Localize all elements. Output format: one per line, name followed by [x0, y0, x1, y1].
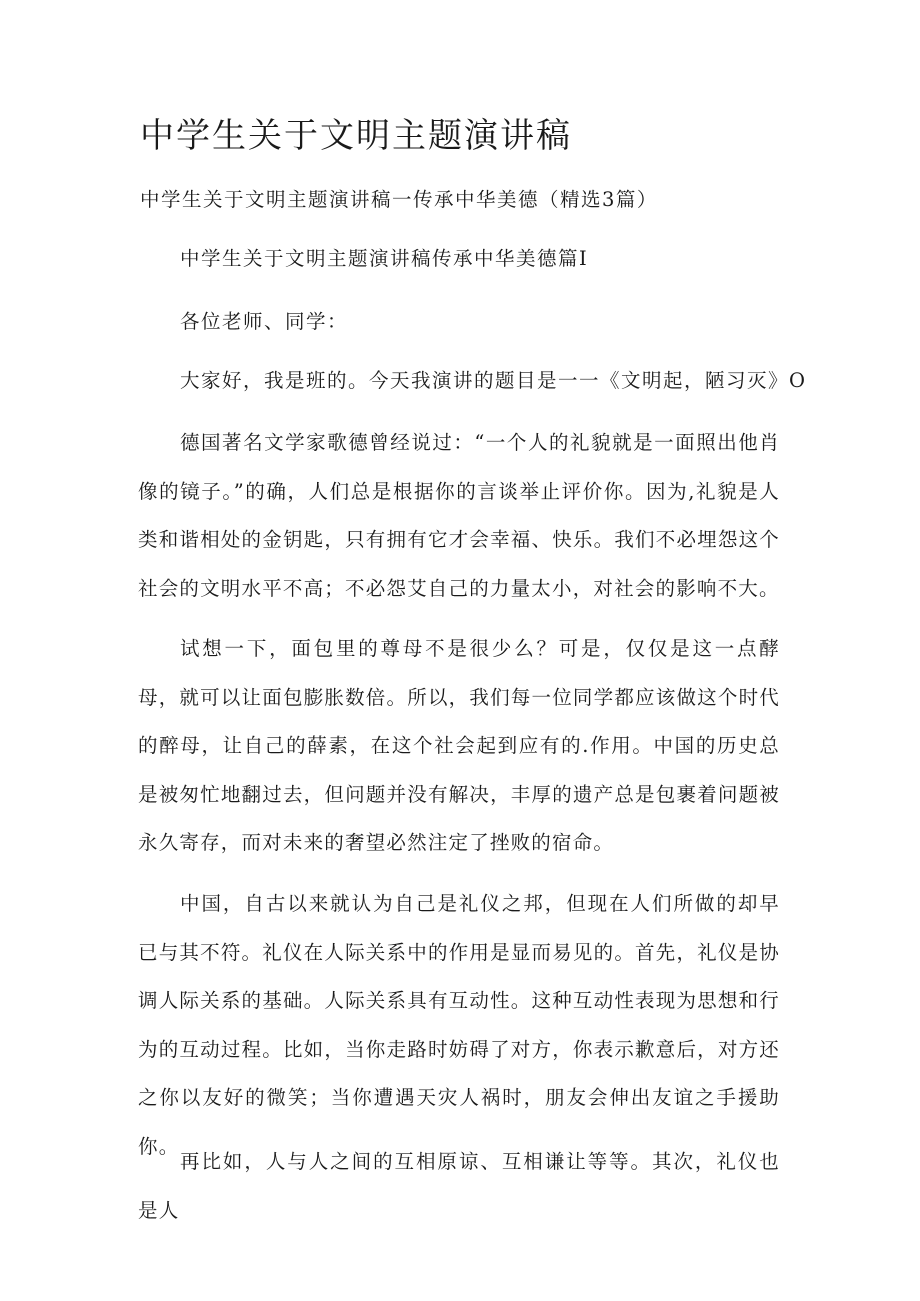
- paragraph: 德国著名文学家歌德曾经说过：“一个人的礼貌就是一面照出他肖像的镜子。”的确，人们总是根据你的言谈举止评价你。因为,礼貌是人类和谐相处的金钥匙，只有拥有它才会幸福、快乐。我们不必埋怨这个社会的文明水平不高；不必怨艾自己的力量太小，对社会的影响不大。: [138, 431, 780, 600]
- paragraph: 试想一下，面包里的尊母不是很少么？可是，仅仅是这一点酵母，就可以让面包膨胀数倍。所以，我们每一位同学都应该做这个时代的醉母，让自己的薛素，在这个社会起到应有的.作用。中国的历史总是被匆忙地翻过去，但问题并没有解决，丰厚的遗产总是包裹着问题被永久寄存，而对未来的奢望必然注定了挫败的宿命。: [138, 637, 780, 854]
- paragraph: 再比如，人与人之间的互相原谅、互相谦让等等。其次，礼仪也是人: [138, 1150, 780, 1222]
- section-heading: 中学生关于文明主题演讲稿传承中华美德篇I: [180, 247, 589, 270]
- document-subtitle: 中学生关于文明主题演讲稿一传承中华美德（精选3篇）: [140, 188, 658, 211]
- greeting-line: 各位老师、同学：: [180, 310, 349, 333]
- paragraph: 中国，自古以来就认为自己是礼仪之邦，但现在人们所做的却早已与其不符。礼仪在人际关系中的作用是显而易见的。首先，礼仪是协调人际关系的基础。人际关系具有互动性。这种互动性表现为思想和行为的互动过程。比如，当你走路时妨碍了对方，你表示歉意后，对方还之你以友好的微笑；当你遭遇天灾人祸时，朋友会伸出友谊之手援助你。: [138, 892, 780, 1158]
- document-title: 中学生关于文明主题演讲稿: [140, 116, 572, 156]
- intro-line: 大家好，我是班的。今天我演讲的题目是一一《文明起，陋习灭》O: [180, 369, 807, 392]
